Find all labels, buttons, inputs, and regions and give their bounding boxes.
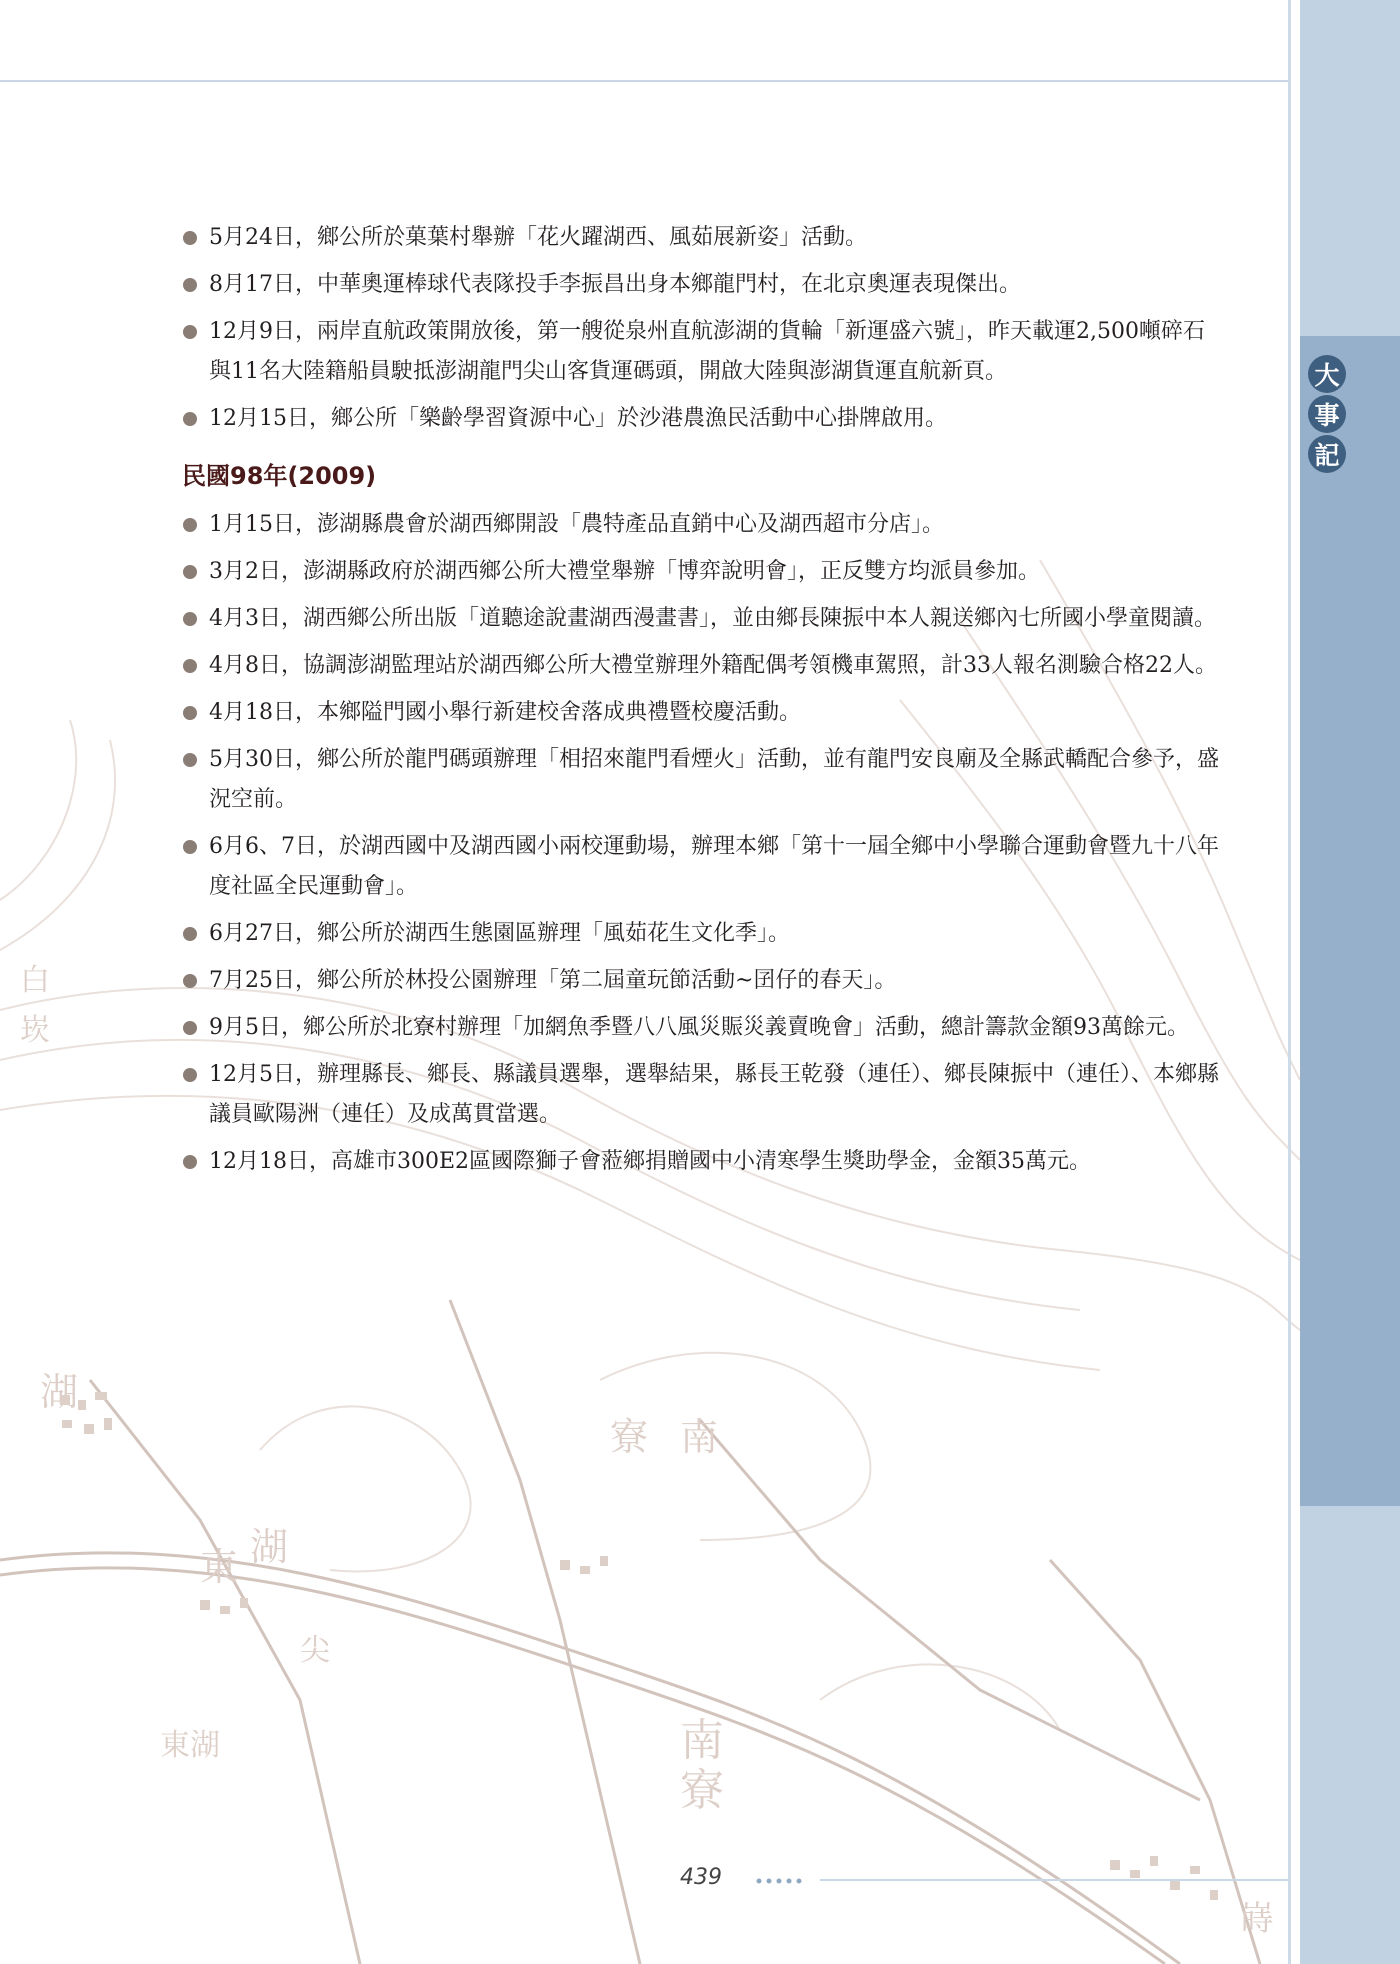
chronicle-content <box>180 218 1220 1189</box>
map-label: 湖 <box>40 1370 79 1414</box>
bullet-icon <box>183 1155 197 1169</box>
bullet-icon <box>183 325 197 339</box>
map-label: 尖 <box>300 1633 330 1668</box>
event-text: 12月5日，辦理縣長、鄉長、縣議員選舉，選舉結果，縣長王乾發（連任）、鄉長陳振中（連任）、本鄉縣議員歐陽洲（連任）及成萬貫當選。 <box>209 1062 1219 1127</box>
event-item <box>180 914 1220 954</box>
bullet-icon <box>183 706 197 720</box>
event-item <box>180 1008 1220 1048</box>
event-item <box>180 740 1220 820</box>
header-rule <box>0 80 1290 82</box>
event-text: 12月15日，鄉公所「樂齡學習資源中心」於沙港農漁民活動中心掛牌啟用。 <box>209 406 947 431</box>
bullet-icon <box>183 612 197 626</box>
event-item <box>180 599 1220 639</box>
event-list-2008 <box>180 218 1220 439</box>
bullet-icon <box>183 565 197 579</box>
event-text: 1月15日，澎湖縣農會於湖西鄉開設「農特產品直銷中心及湖西超市分店」。 <box>209 512 944 537</box>
bullet-icon <box>183 840 197 854</box>
event-text: 4月8日，協調澎湖監理站於湖西鄉公所大禮堂辦理外籍配偶考領機車駕照，計33人報名測驗合格22人。 <box>209 653 1217 678</box>
map-label: 南 <box>680 1715 724 1766</box>
event-item <box>180 399 1220 439</box>
bullet-icon <box>183 412 197 426</box>
event-text: 8月17日，中華奧運棒球代表隊投手李振昌出身本鄉龍門村，在北京奧運表現傑出。 <box>209 272 1021 297</box>
map-label: 東 <box>200 1545 239 1589</box>
chapter-tab-char: 大 <box>1308 355 1346 393</box>
section-heading: 民國98年(2009) <box>182 462 377 490</box>
margin-rule <box>1288 0 1291 1964</box>
bullet-icon <box>183 1068 197 1082</box>
bullet-icon <box>183 753 197 767</box>
map-label: 寮 <box>610 1415 649 1459</box>
chapter-tab-char: 事 <box>1308 395 1346 433</box>
bullet-icon <box>183 231 197 245</box>
bullet-icon <box>183 659 197 673</box>
footer-dots <box>755 1871 815 1891</box>
event-item <box>180 1142 1220 1182</box>
map-label: 南 <box>680 1415 719 1459</box>
event-text: 12月18日，高雄市300E2區國際獅子會蒞鄉捐贈國中小清寒學生獎助學金，金額35萬元。 <box>209 1149 1092 1174</box>
event-text: 6月6、7日，於湖西國中及湖西國小兩校運動場，辦理本鄉「第十一屆全鄉中小學聯合運動會暨九十八年度社區全民運動會」。 <box>209 834 1219 899</box>
event-text: 9月5日，鄉公所於北寮村辦理「加網魚季暨八八風災賑災義賣晚會」活動，總計籌款金額93萬餘元。 <box>209 1015 1189 1040</box>
page-number: 439 <box>680 1865 722 1890</box>
map-label: 崁 <box>20 1013 50 1048</box>
bullet-icon <box>183 1021 197 1035</box>
chapter-tab-label <box>1308 355 1344 475</box>
chapter-tab-char: 記 <box>1308 435 1346 473</box>
event-text: 4月18日，本鄉隘門國小舉行新建校舍落成典禮暨校慶活動。 <box>209 700 801 725</box>
event-text: 5月24日，鄉公所於菓葉村舉辦「花火躍湖西、風茹展新姿」活動。 <box>209 225 867 250</box>
event-item <box>180 552 1220 592</box>
event-item <box>180 312 1220 392</box>
map-label: 寮 <box>680 1765 724 1816</box>
event-item <box>180 265 1220 305</box>
event-text: 3月2日，澎湖縣政府於湖西鄉公所大禮堂舉辦「博弈說明會」，正反雙方均派員參加。 <box>209 559 1040 584</box>
event-text: 12月9日，兩岸直航政策開放後，第一艘從泉州直航澎湖的貨輪「新運盛六號」，昨天載運2,500噸碎石與11名大陸籍船員駛抵澎湖龍門尖山客貨運碼頭，開啟大陸與澎湖貨運直航新頁。 <box>209 319 1205 384</box>
event-text: 5月30日，鄉公所於龍門碼頭辦理「相招來龍門看煙火」活動，並有龍門安良廟及全縣武轎配合參予，盛況空前。 <box>209 747 1219 812</box>
event-item <box>180 1055 1220 1135</box>
bullet-icon <box>183 278 197 292</box>
chapter-tab <box>1300 336 1400 1506</box>
footer-rule <box>820 1879 1290 1881</box>
event-item <box>180 693 1220 733</box>
map-label: 東湖 <box>160 1728 220 1763</box>
event-list-2009 <box>180 505 1220 1182</box>
event-item <box>180 218 1220 258</box>
page-footer <box>0 1865 1300 1895</box>
map-label: 白 <box>20 963 50 998</box>
map-label: 嵵 <box>1240 1899 1274 1939</box>
event-item <box>180 827 1220 907</box>
event-text: 6月27日，鄉公所於湖西生態園區辦理「風茹花生文化季」。 <box>209 921 790 946</box>
bullet-icon <box>183 974 197 988</box>
event-item <box>180 961 1220 1001</box>
event-item <box>180 505 1220 545</box>
event-text: 4月3日，湖西鄉公所出版「道聽途說畫湖西漫畫書」，並由鄉長陳振中本人親送鄉內七所國小學童閱讀。 <box>209 606 1216 631</box>
bullet-icon <box>183 518 197 532</box>
event-item <box>180 646 1220 686</box>
event-text: 7月25日，鄉公所於林投公園辦理「第二屆童玩節活動~囝仔的春天」。 <box>209 968 897 993</box>
bullet-icon <box>183 927 197 941</box>
map-label: 湖 <box>250 1525 289 1569</box>
